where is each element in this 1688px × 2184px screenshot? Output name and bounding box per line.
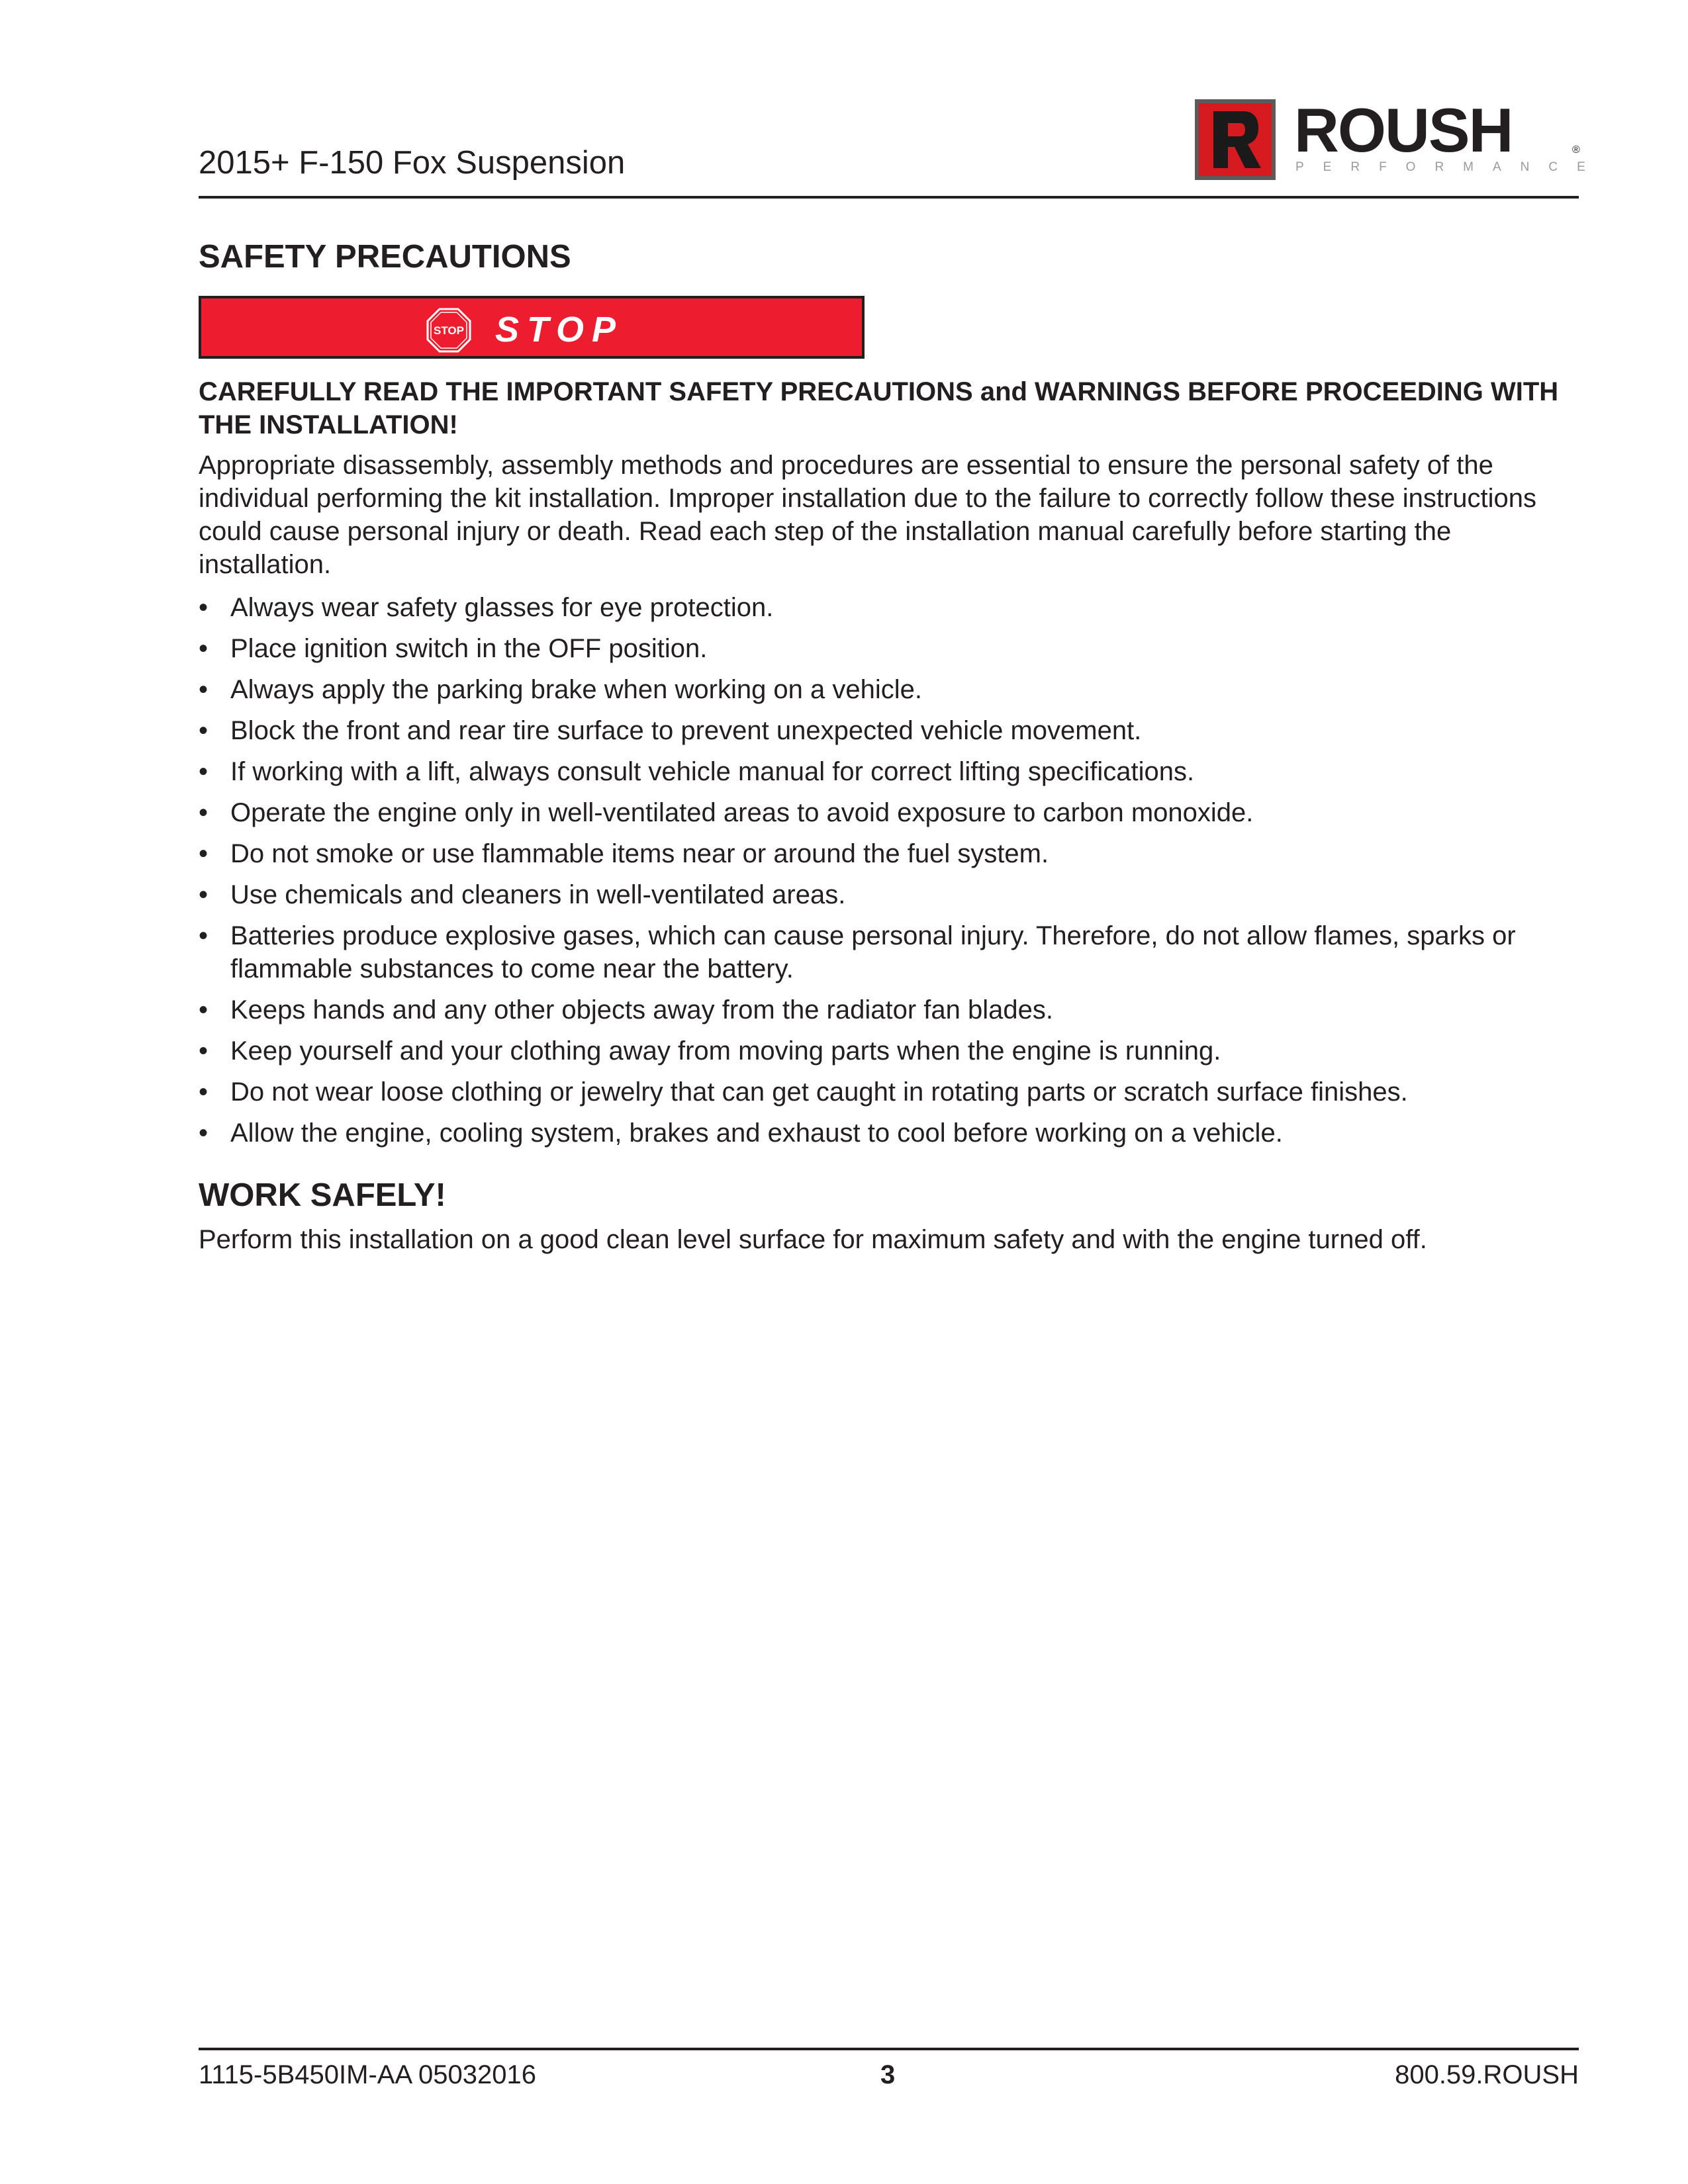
footer-divider — [199, 2048, 1579, 2050]
header-divider — [199, 196, 1579, 199]
warning-heading: CAREFULLY READ THE IMPORTANT SAFETY PRECAUTIONS and WARNINGS BEFORE PROCEEDING WITH THE INSTALLATION! — [199, 377, 1559, 439]
list-item: • Do not smoke or use flammable items near or around the fuel system. — [199, 837, 1582, 870]
document-title: 2015+ F-150 Fox Suspension — [199, 145, 626, 181]
footer-document-number: 1115-5B450IM-AA 05032016 — [199, 2060, 537, 2089]
stop-sign-label: STOP — [434, 324, 464, 337]
safety-intro-paragraph: Appropriate disassembly, assembly methods and procedures are essential to ensure the personal safety of the individual performing the kit installation. Improper installation due to the failure to correctly follow these instructions could cause personal injury or death. Read each step of the installation manual carefully before starting the installation. — [199, 451, 1537, 579]
logo-subtext: PERFORMANCE — [1295, 160, 1605, 174]
list-item: • Always wear safety glasses for eye protection. — [199, 591, 1582, 624]
safety-precautions-title: SAFETY PRECAUTIONS — [199, 239, 571, 275]
safety-precautions-list — [199, 591, 1582, 1158]
list-item: • Batteries produce explosive gases, which can cause personal injury. Therefore, do not allow flames, sparks or flammable substances to come near the battery. — [199, 919, 1582, 985]
list-item: • Keep yourself and your clothing away from moving parts when the engine is running. — [199, 1034, 1582, 1068]
list-item: • Always apply the parking brake when working on a vehicle. — [199, 673, 1582, 706]
list-item: • Do not wear loose clothing or jewelry that can get caught in rotating parts or scratch surface finishes. — [199, 1075, 1582, 1109]
list-item: • Use chemicals and cleaners in well-ventilated areas. — [199, 878, 1582, 911]
stop-banner — [199, 296, 865, 359]
stop-banner-text: STOP — [495, 310, 624, 349]
list-item: • Allow the engine, cooling system, brakes and exhaust to cool before working on a vehicle. — [199, 1116, 1582, 1150]
roush-performance-logo — [1195, 93, 1605, 185]
list-item: • If working with a lift, always consult vehicle manual for correct lifting specifications. — [199, 755, 1582, 788]
footer-page-number: 3 — [880, 2060, 896, 2089]
list-item: • Block the front and rear tire surface to prevent unexpected vehicle movement. — [199, 714, 1582, 747]
list-item: • Operate the engine only in well-ventilated areas to avoid exposure to carbon monoxide. — [199, 796, 1582, 829]
work-safely-paragraph: Perform this installation on a good clean level surface for maximum safety and with the engine turned off. — [199, 1225, 1427, 1254]
page-header — [199, 93, 1605, 200]
stop-sign-icon — [426, 308, 471, 353]
work-safely-title: WORK SAFELY! — [199, 1177, 446, 1213]
list-item: • Place ignition switch in the OFF position. — [199, 632, 1582, 665]
logo-wordmark: ROUSH — [1294, 95, 1513, 165]
list-item: • Keeps hands and any other objects away from the radiator fan blades. — [199, 993, 1582, 1026]
footer-phone-number: 800.59.ROUSH — [1395, 2060, 1579, 2089]
roush-r-logo-icon — [1195, 99, 1276, 180]
registered-mark: ® — [1572, 144, 1580, 156]
